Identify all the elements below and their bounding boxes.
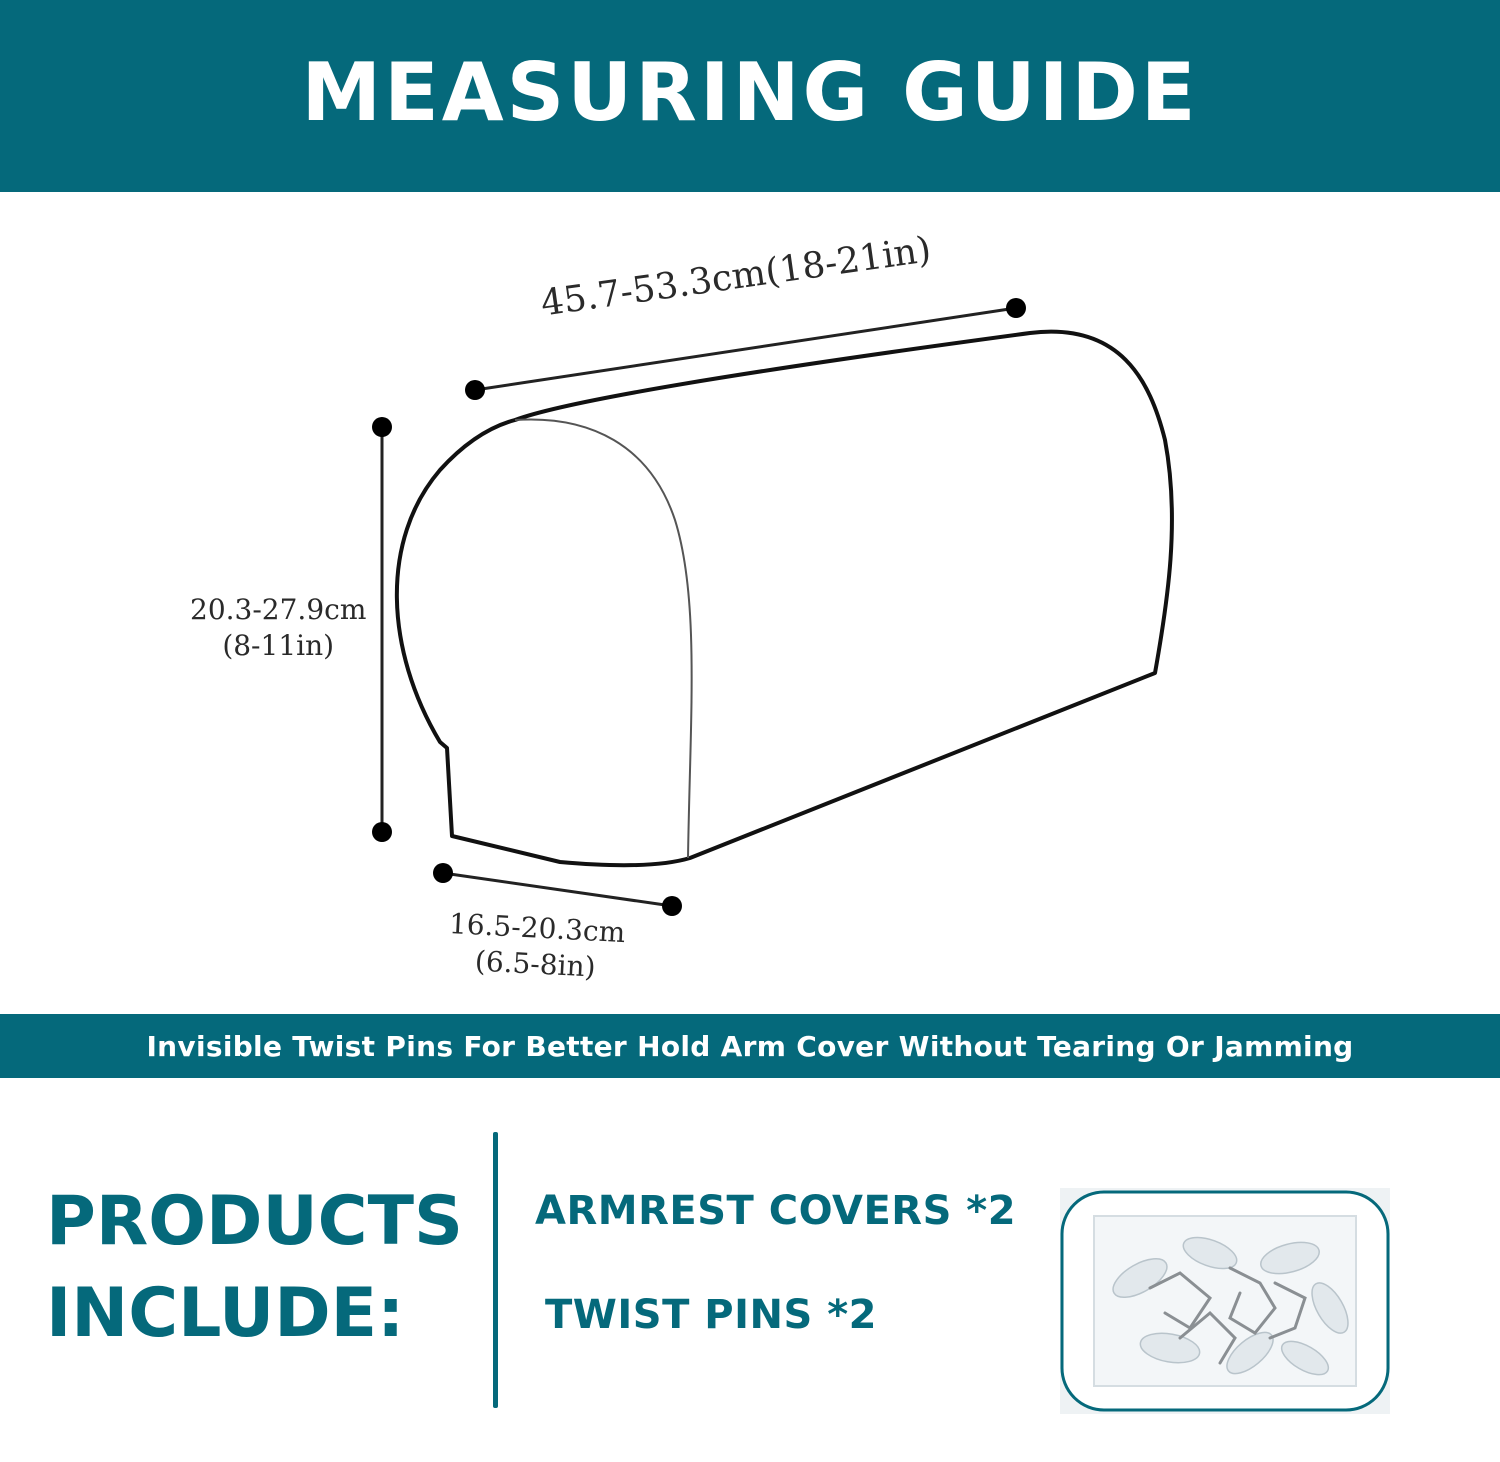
width-label-in: (6.5-8in) xyxy=(474,944,597,985)
product-item-twist-pins: TWIST PINS *2 xyxy=(545,1292,877,1338)
height-dimension-top-dot xyxy=(372,417,392,437)
product-item-armrest-covers: ARMREST COVERS *2 xyxy=(535,1188,1017,1234)
info-band-text: Invisible Twist Pins For Better Hold Arm Cover Without Tearing Or Jamming xyxy=(146,1029,1354,1063)
height-label-in: (8-11in) xyxy=(222,629,335,663)
page-title: MEASURING GUIDE xyxy=(301,45,1199,139)
length-dimension-start-dot xyxy=(465,380,485,400)
length-label: 45.7-53.3cm(18-21in) xyxy=(538,229,934,325)
width-dimension-line xyxy=(443,873,672,906)
products-heading-line2: INCLUDE: xyxy=(46,1274,405,1353)
width-label-cm: 16.5-20.3cm xyxy=(448,906,627,950)
width-dimension-left-dot xyxy=(433,863,453,883)
height-dimension-bottom-dot xyxy=(372,822,392,842)
length-dimension-end-dot xyxy=(1006,298,1026,318)
height-label xyxy=(190,592,366,665)
products-heading-line1: PRODUCTS xyxy=(46,1182,463,1261)
width-label xyxy=(446,906,626,988)
width-dimension-right-dot xyxy=(662,896,682,916)
height-label-cm: 20.3-27.9cm xyxy=(190,593,367,626)
products-heading xyxy=(46,1176,463,1360)
info-band xyxy=(0,1014,1500,1078)
products-divider xyxy=(493,1132,498,1408)
header-band xyxy=(0,0,1500,192)
armrest-front-face-curve xyxy=(515,419,692,858)
armrest-cover-outline xyxy=(397,332,1172,866)
twist-pins-container-icon xyxy=(1060,1188,1390,1414)
